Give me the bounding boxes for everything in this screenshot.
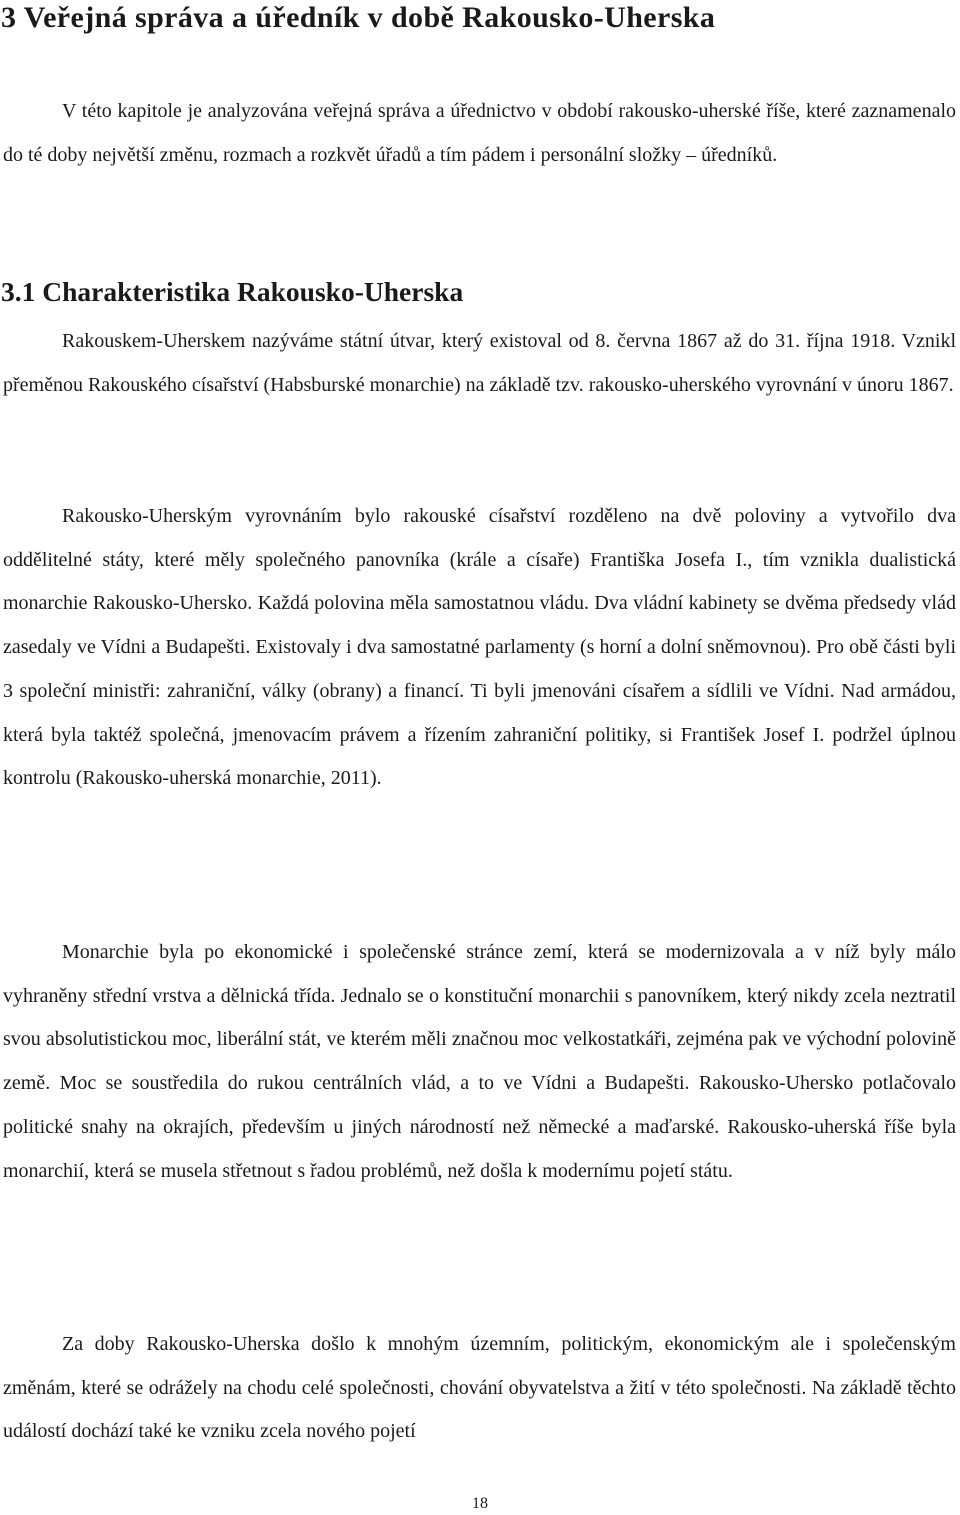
paragraph-modernization: Monarchie byla po ekonomické i společenské stránce zemí, která se modernizovala a v níž byly málo vyhraněny střední vrstva a dělnická třída. Jednalo se o konstituční monarchii s panovníkem, který nikdy zcela neztratil svou absolutistickou moc, liberální stát, ve kterém měli značnou moc velkostatkáři, zejména pak ve východní polovině země. Moc se soustředila do rukou centrálních vlád, a to ve Vídni a Budapešti. Rakousko-Uhersko potlačovalo politické snahy na okrajích, především u jiných národností než německé a maďarské. Rakousko-uherská říše byla monarchií, která se musela střetnout s řadou problémů, než došla k modernímu pojetí státu. <box>3 941 956 1182</box>
paragraph-dualism: Rakousko-Uherským vyrovnáním bylo rakouské císařství rozděleno na dvě poloviny a vytvořilo dva oddělitelné státy, které měly společného panovníka (krále a císaře) Františka Josefa I., tím vznikla dualistická monarchie Rakousko-Uhersko. Každá polovina měla samostatnou vládu. Dva vládní kabinety se dvěma předsedy vlád zasedaly ve Vídni a Budapešti. Existovaly i dva samostatné parlamenty (s horní a dolní sněmovnou). Pro obě části byli 3 společní ministři: zahraniční, války (obrany) a financí. Ti byli jmenováni císařem a sídlili ve Vídni. Nad armádou, která byla taktéž společná, jmenovacím právem a řízením zahraniční politiky, si František Josef I. podržel úplnou kontrolu (Rakousko-uherská monarchie, 2011). <box>3 505 956 790</box>
paragraph-definition: Rakouskem-Uherskem nazýváme státní útvar, který existoval od 8. června 1867 až do 31. října 1918. Vznikl přeměnou Rakouského císařství (Habsburské monarchie) na základě tzv. rakousko-uherského vyrovnání v únoru 1867. <box>3 330 956 396</box>
intro-paragraph: V této kapitole je analyzována veřejná správa a úřednictvo v období rakousko-uherské říše, které zaznamenalo do té doby největší změnu, rozmach a rozkvět úřadů a tím pádem i personální složky – úředníků. <box>3 100 956 166</box>
page-number: 18 <box>472 1495 488 1512</box>
section-title: 3.1 Charakteristika Rakousko-Uherska <box>1 276 464 307</box>
paragraph-changes: Za doby Rakousko-Uherska došlo k mnohým územním, politickým, ekonomickým ale i společenským změnám, které se odrážely na chodu celé společnosti, chování obyvatelstva a žití v této společnosti. Na základě těchto událostí dochází také ke vzniku zcela nového pojetí <box>3 1333 956 1443</box>
chapter-title: 3 Veřejná správa a úředník v době Rakousko-Uherska <box>1 1 716 34</box>
